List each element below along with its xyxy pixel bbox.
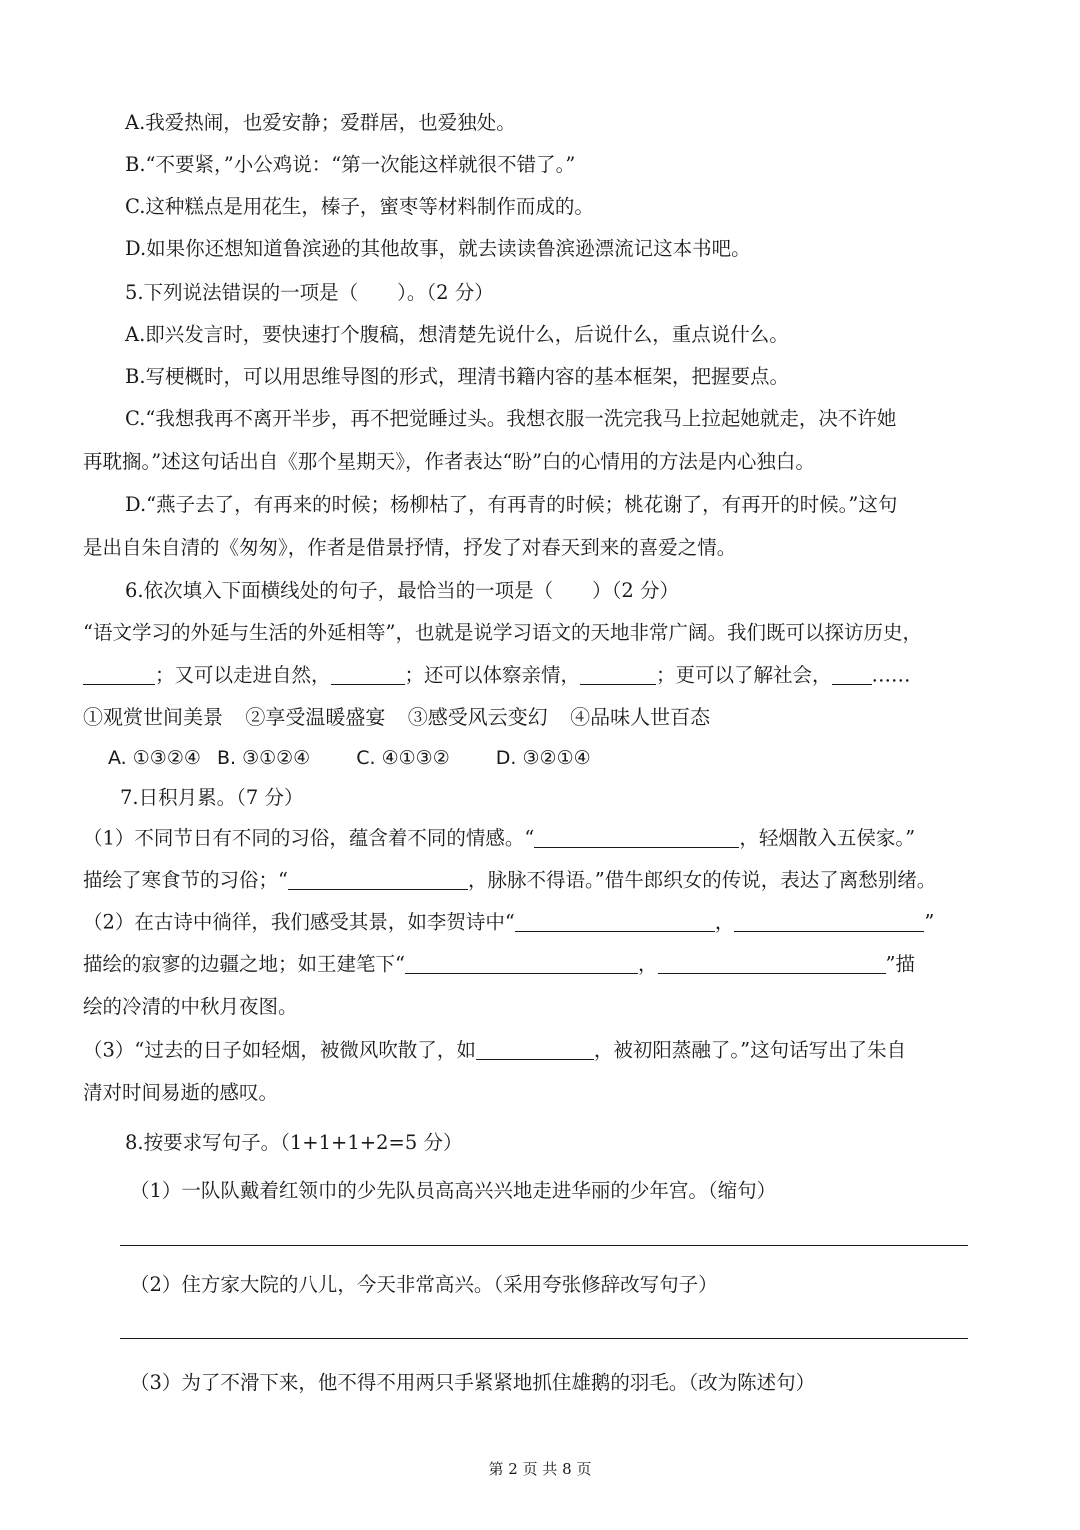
q6-passage-line1: “语文学习的外延与生活的外延相等”，也就是说学习语文的天地非常广阔。我们既可以探访历史，	[83, 621, 922, 644]
q8-item-1: （1）一队队戴着红领巾的少先队员高高兴兴地走进华丽的少年宫。（缩句）	[130, 1179, 777, 1202]
page-footer: 第 2 页 共 8 页	[488, 1460, 592, 1478]
blank-1[interactable]	[83, 664, 155, 685]
q6-segment-2: ；还可以体察亲情，	[404, 663, 581, 687]
q6-answer-c-label: C.	[356, 747, 376, 769]
blank-4[interactable]	[832, 664, 872, 685]
q6-answers	[108, 748, 591, 770]
q7-part1-line1	[83, 827, 915, 850]
q5-option-a: A.即兴发言时，要快速打个腹稿，想清楚先说什么，后说什么，重点说什么。	[125, 323, 789, 346]
q7-part2-text-f: ”描	[885, 952, 915, 976]
blank-q7-4[interactable]	[734, 911, 924, 932]
q4-option-c: C.这种糕点是用花生，榛子，蜜枣等材料制作而成的。	[125, 195, 594, 218]
q7-part3-line1	[83, 1039, 906, 1062]
blank-3[interactable]	[580, 664, 656, 685]
q7-part2-text-d: 描绘的寂寥的边疆之地；如王建笔下“	[83, 952, 405, 976]
q6-stem: 6.依次填入下面横线处的句子，最恰当的一项是（ ）（2 分）	[125, 579, 679, 602]
q6-choices	[83, 706, 726, 729]
q7-part1-text-b: ，轻烟散入五侯家。”	[739, 826, 916, 850]
q6-answer-d-label: D.	[495, 747, 517, 769]
q7-part2-text-b: ，	[714, 910, 735, 934]
q7-part3-text-a: （3）“过去的日子如轻烟，被微风吹散了，如	[83, 1038, 476, 1062]
q7-part2-line3: 绘的冷清的中秋月夜图。	[83, 995, 298, 1018]
q5-option-d-line2: 是出自朱自清的《匆匆》，作者是借景抒情，抒发了对春天到来的喜爱之情。	[83, 536, 737, 559]
q6-choice-2: ②享受温暖盛宴	[245, 705, 386, 729]
q6-passage-line2	[83, 664, 911, 687]
q8-stem: 8.按要求写句子。（1+1+1+2=5 分）	[125, 1131, 463, 1154]
q6-segment-3: ；更可以了解社会，	[656, 663, 832, 687]
q4-option-a: A.我爱热闹，也爱安静；爱群居，也爱独处。	[125, 111, 516, 134]
blank-2[interactable]	[331, 664, 405, 685]
blank-q7-7[interactable]	[476, 1039, 594, 1060]
blank-q7-5[interactable]	[405, 953, 638, 974]
q6-choice-1: ①观赏世间美景	[83, 705, 223, 729]
q5-option-b: B.写梗概时，可以用思维导图的形式，理清书籍内容的基本框架，把握要点。	[125, 365, 790, 388]
q6-ellipsis: ……	[871, 663, 911, 687]
q7-part2-line1	[83, 911, 934, 934]
q7-part3-text-b: ，被初阳蒸融了。”这句话写出了朱自	[593, 1038, 907, 1062]
answer-line-1[interactable]	[120, 1245, 968, 1246]
q7-part1-text-d: ，脉脉不得语。”借牛郎织女的传说，表达了离愁别绪。	[467, 868, 937, 892]
blank-q7-6[interactable]	[658, 953, 886, 974]
q8-item-2: （2）住方家大院的八儿，今天非常高兴。（采用夸张修辞改写句子）	[130, 1273, 718, 1296]
q6-answer-d-value: ③②①④	[522, 747, 591, 769]
q7-part2-text-e: ，	[637, 952, 658, 976]
q5-option-d-line1: D.“燕子去了，有再来的时候；杨柳枯了，有再青的时候；桃花谢了，有再开的时候。”这句	[125, 493, 898, 516]
q5-option-c-line2: 再耽搁。”述这句话出自《那个星期天》，作者表达“盼”白的心情用的方法是内心独白。	[83, 450, 815, 473]
q6-segment-1: ；又可以走进自然，	[155, 663, 331, 687]
q7-part1-text-c: 描绘了寒食节的习俗；“	[83, 868, 288, 892]
q8-item-3: （3）为了不滑下来，他不得不用两只手紧紧地抓住雄鹅的羽毛。（改为陈述句）	[130, 1371, 816, 1394]
answer-line-2[interactable]	[120, 1338, 968, 1339]
q7-part2-text-c: ”	[924, 910, 935, 934]
blank-q7-2[interactable]	[288, 869, 468, 890]
q5-stem: 5.下列说法错误的一项是（ ）。（2 分）	[125, 281, 494, 304]
q7-part1-text-a: （1）不同节日有不同的习俗，蕴含着不同的情感。“	[83, 826, 535, 850]
q4-option-d: D.如果你还想知道鲁滨逊的其他故事，就去读读鲁滨逊漂流记这本书吧。	[125, 237, 751, 260]
q6-answer-a-value: ①③②④	[132, 747, 201, 769]
q7-part2-line2	[83, 953, 915, 976]
q7-part2-text-a: （2）在古诗中徜徉，我们感受其景，如李贺诗中“	[83, 910, 515, 934]
blank-q7-1[interactable]	[534, 827, 739, 848]
q7-part3-line2: 清对时间易逝的感叹。	[83, 1081, 279, 1104]
q4-option-b: B.“不要紧，”小公鸡说：“第一次能这样就很不错了。”	[125, 153, 576, 176]
q7-stem: 7.日积月累。（7 分）	[120, 786, 304, 809]
q5-option-c-line1: C.“我想我再不离开半步，再不把觉睡过头。我想衣服一洗完我马上拉起她就走，决不许她	[125, 407, 897, 430]
q6-answer-a-label: A.	[108, 747, 127, 769]
blank-q7-3[interactable]	[515, 911, 715, 932]
q6-answer-c-value: ④①③②	[381, 747, 450, 769]
q6-choice-3: ③感受风云变幻	[407, 705, 548, 729]
q6-answer-b-label: B.	[216, 747, 237, 769]
q6-choice-4: ④品味人世百态	[570, 705, 711, 729]
q7-part1-line2	[83, 869, 936, 892]
q6-answer-b-value: ③①②④	[242, 747, 311, 769]
